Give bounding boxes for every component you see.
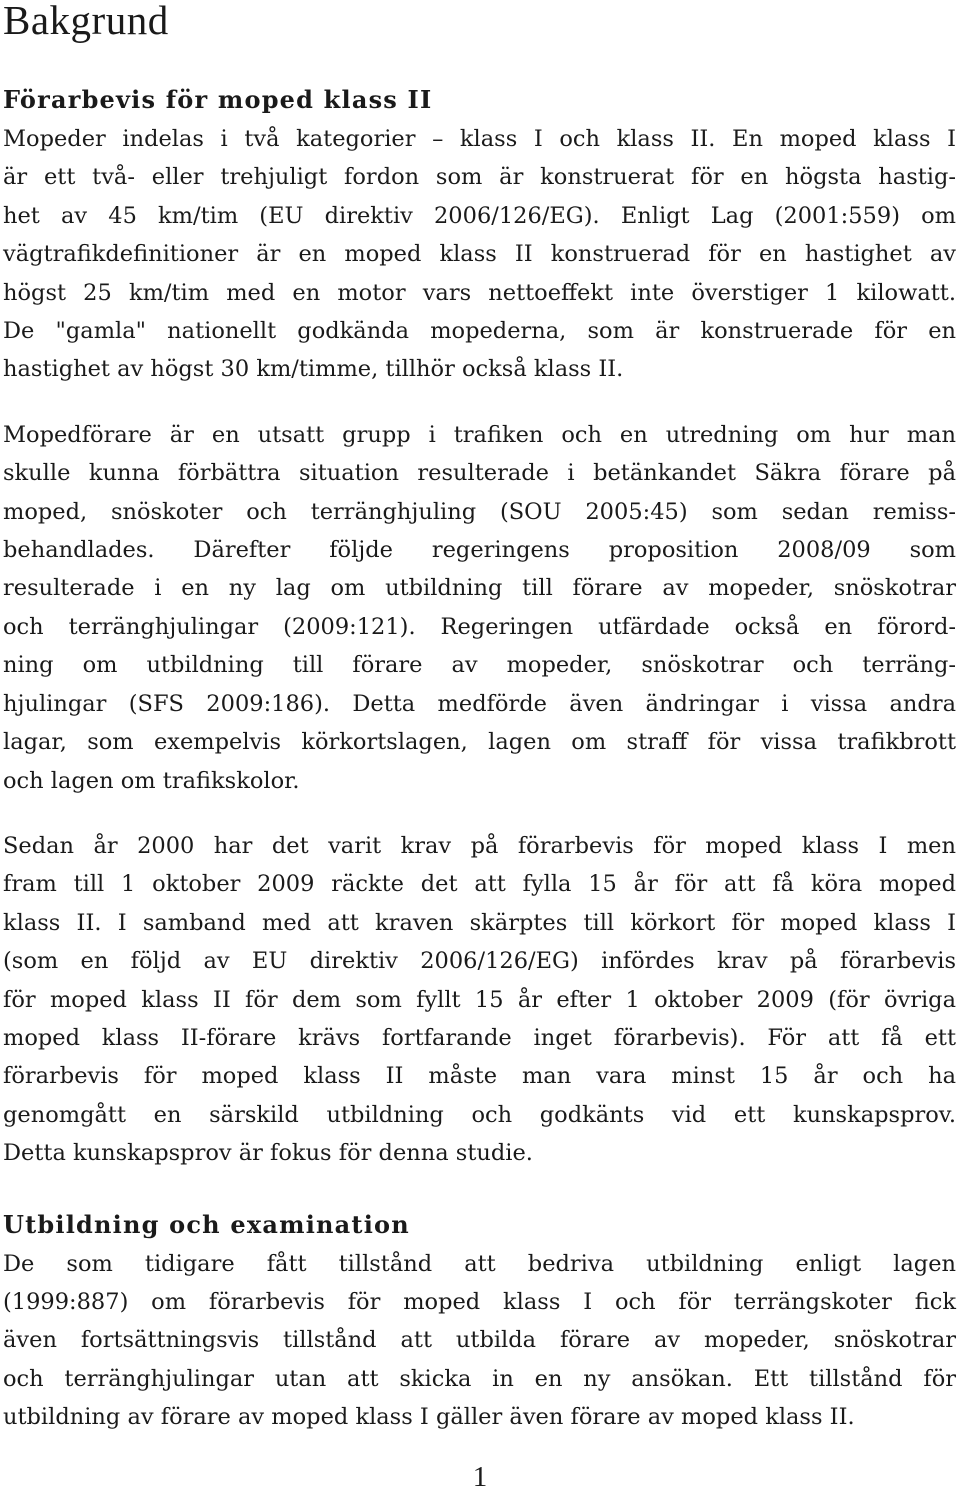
text-line: resulterade i en ny lag om utbildning till förare av mopeder, snöskotrar — [3, 575, 956, 602]
text-line: och terränghjulingar utan att skicka in en ny ansökan. Ett tillstånd för — [3, 1365, 956, 1392]
text-line: är ett två- eller trehjuligt fordon som är konstruerat för en högsta hastig- — [3, 164, 956, 191]
text-line: Sedan år 2000 har det varit krav på förarbevis för moped klass I men — [3, 832, 956, 859]
text-line: De som tidigare fått tillstånd att bedriva utbildning enligt lagen — [3, 1250, 956, 1277]
text-line: vägtrafikdefinitioner är en moped klass II konstruerad för en hastighet av — [3, 241, 956, 268]
text-line: moped, snöskoter och terränghjuling (SOU 2005:45) som sedan remiss- — [3, 498, 956, 525]
paragraph-training-permits — [3, 1245, 956, 1437]
text-line: fram till 1 oktober 2009 räckte det att fylla 15 år för att få köra moped — [3, 871, 956, 898]
text-line: Detta kunskapsprov är fokus för denna studie. — [3, 1140, 533, 1167]
text-line: ning om utbildning till förare av mopeder, snöskotrar och terräng- — [3, 652, 956, 679]
text-line: genomgått en särskild utbildning och godkänts vid ett kunskapsprov. — [3, 1101, 956, 1128]
text-line: Mopeder indelas i två kategorier – klass I och klass II. En moped klass I — [3, 126, 956, 152]
text-line: hastighet av högst 30 km/timme, tillhör också klass II. — [3, 356, 624, 383]
paragraph-moped-classes — [3, 120, 956, 389]
text-line: högst 25 km/tim med en motor vars nettoeffekt inte överstiger 1 kilowatt. — [3, 279, 956, 306]
text-line: moped klass II-förare krävs fortfarande inget förarbevis). För att få ett — [3, 1024, 956, 1051]
page-number: 1 — [472, 1461, 488, 1493]
text-line: klass II. I samband med att kraven skärptes till körkort för moped klass I — [3, 909, 956, 936]
text-line: hjulingar (SFS 2009:186). Detta medförde även ändringar i vissa andra — [3, 690, 956, 717]
section-heading-forarbevis: Förarbevis för moped klass II — [3, 85, 433, 114]
paragraph-moped-drivers — [3, 416, 956, 800]
text-line: förarbevis för moped klass II måste man vara minst 15 år och ha — [3, 1063, 956, 1090]
text-line: De "gamla" nationellt godkända mopederna, som är konstruerade för en — [3, 318, 956, 345]
text-line: lagar, som exempelvis körkortslagen, lagen om straff för vissa trafikbrott — [3, 729, 956, 756]
text-line: även fortsättningsvis tillstånd att utbilda förare av mopeder, snöskotrar — [3, 1327, 956, 1354]
text-line: het av 45 km/tim (EU direktiv 2006/126/EG). Enligt Lag (2001:559) om — [3, 202, 956, 229]
text-line: och terränghjulingar (2009:121). Regeringen utfärdade också en förord- — [3, 613, 956, 640]
text-line: Mopedförare är en utsatt grupp i trafiken och en utredning om hur man — [3, 421, 956, 448]
page-title: Bakgrund — [3, 0, 169, 43]
text-line: utbildning av förare av moped klass I gäller även förare av moped klass II. — [3, 1404, 855, 1431]
text-line: för moped klass II för dem som fyllt 15 år efter 1 oktober 2009 (för övriga — [3, 986, 956, 1013]
text-line: (1999:887) om förarbevis för moped klass I och för terrängskoter fick — [3, 1288, 956, 1315]
text-line: behandlades. Därefter följde regeringens proposition 2008/09 som — [3, 537, 956, 564]
text-line: (som en följd av EU direktiv 2006/126/EG) infördes krav på förarbevis — [3, 948, 956, 975]
paragraph-license-requirement — [3, 827, 956, 1173]
text-line: skulle kunna förbättra situation resulterade i betänkandet Säkra förare på — [3, 460, 956, 487]
section-heading-utbildning: Utbildning och examination — [3, 1209, 410, 1239]
text-line: och lagen om trafikskolor. — [3, 767, 300, 794]
